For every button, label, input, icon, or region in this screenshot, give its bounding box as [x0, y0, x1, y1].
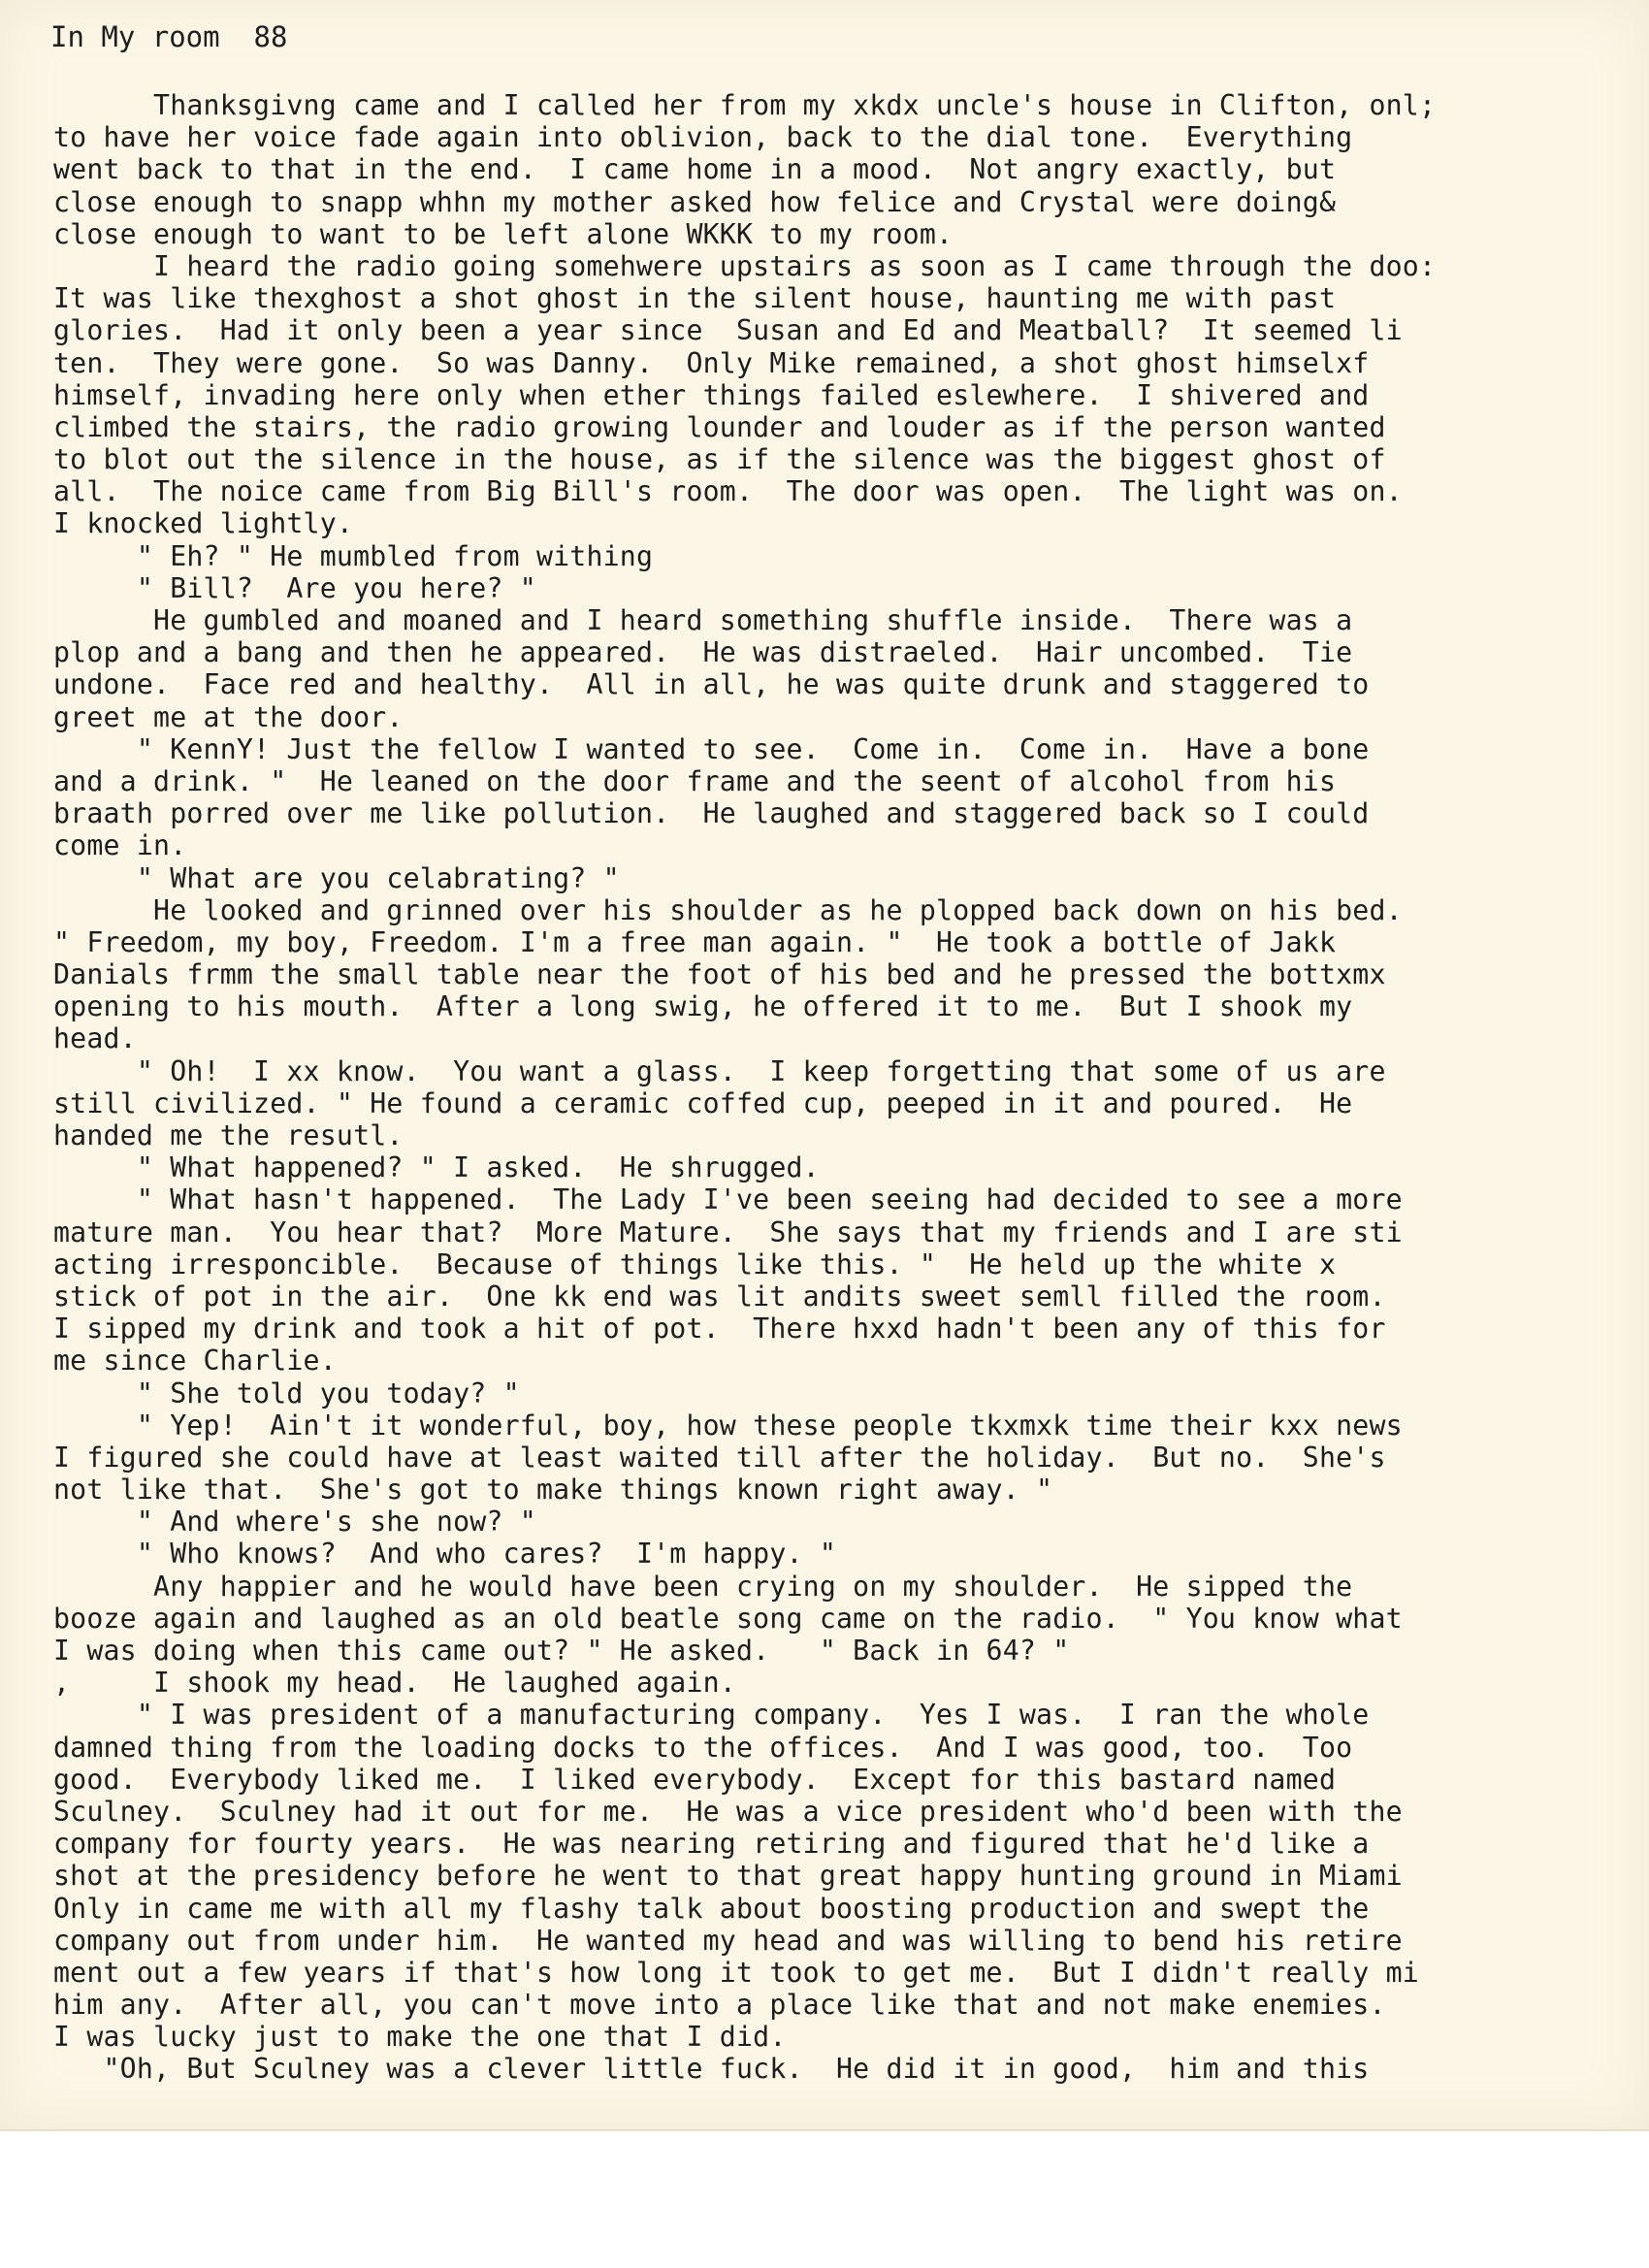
- text-line: , I shook my head. He laughed again.: [53, 1667, 736, 1700]
- text-line: It was like thexghost a shot ghost in the silent house, haunting me with past: [53, 282, 1337, 315]
- text-line: Danials frmm the small table near the foot of his bed and he pressed the bottxmx: [53, 958, 1386, 991]
- text-line: glories. Had it only been a year since Susan and Ed and Meatball? It seemed li: [53, 314, 1403, 347]
- text-line: " Freedom, my boy, Freedom. I'm a free man again. " He took a bottle of Jakk: [53, 925, 1337, 958]
- text-line: " What are you celabrating? ": [53, 861, 620, 894]
- text-line: himself, invading here only when ether things failed eslewhere. I shivered and: [53, 378, 1370, 411]
- text-line: close enough to want to be left alone WKKK to my room.: [53, 217, 954, 250]
- text-line: me since Charlie.: [53, 1345, 337, 1377]
- text-line: close enough to snapp whhn my mother asked how felice and Crystal were doing&: [53, 185, 1337, 218]
- text-line: He gumbled and moaned and I heard something shuffle inside. There was a: [53, 604, 1353, 636]
- text-line: " I was president of a manufacturing company. Yes I was. I ran the whole: [53, 1699, 1370, 1732]
- text-line: head.: [53, 1022, 137, 1055]
- text-line: " What happened? " I asked. He shrugged.: [53, 1151, 820, 1184]
- text-line: greet me at the door.: [53, 700, 404, 733]
- text-line: handed me the resutl.: [53, 1119, 404, 1151]
- text-line: went back to that in the end. I came home in a mood. Not angry exactly, but: [53, 153, 1337, 186]
- scan-margin: [0, 2131, 1649, 2268]
- text-line: Thanksgivng came and I called her from my xkdx uncle's house in Clifton, onl;: [53, 89, 1437, 121]
- text-line: He looked and grinned over his shoulder as he plopped back down on his bed.: [53, 893, 1403, 926]
- text-line: " Bill? Are you here? ": [53, 571, 536, 604]
- text-line: I was lucky just to make the one that I did.: [53, 2021, 787, 2054]
- text-line: " Oh! I xx know. You want a glass. I keep forgetting that some of us are: [53, 1054, 1386, 1087]
- text-line: damned thing from the loading docks to the offices. And I was good, too. Too: [53, 1731, 1353, 1764]
- text-line: company for fourty years. He was nearing retiring and figured that he'd like a: [53, 1828, 1370, 1861]
- text-line: still civilized. " He found a ceramic coffed cup, peeped in it and poured. He: [53, 1086, 1353, 1119]
- text-line: " Who knows? And who cares? I'm happy. ": [53, 1538, 837, 1571]
- text-line: stick of pot in the air. One kk end was lit andits sweet semll filled the room.: [53, 1280, 1386, 1312]
- text-line: come in.: [53, 829, 187, 862]
- text-line: " And where's she now? ": [53, 1506, 536, 1539]
- text-line: shot at the presidency before he went to that great happy hunting ground in Miami: [53, 1860, 1403, 1893]
- page-header: In My room 88: [50, 20, 288, 53]
- text-line: " Yep! Ain't it wonderful, boy, how these people tkxmxk time their kxx news: [53, 1409, 1403, 1442]
- text-line: climbed the stairs, the radio growing lounder and louder as if the person wanted: [53, 410, 1386, 443]
- text-line: I sipped my drink and took a hit of pot. There hxxd hadn't been any of this for: [53, 1312, 1386, 1345]
- text-line: "Oh, But Sculney was a clever little fuck. He did it in good, him and this: [53, 2053, 1370, 2086]
- text-line: " What hasn't happened. The Lady I've been seeing had decided to see a more: [53, 1183, 1403, 1216]
- text-line: undone. Face red and healthy. All in all, he was quite drunk and staggered to: [53, 668, 1370, 701]
- text-line: I heard the radio going somehwere upstairs as soon as I came through the doo:: [53, 249, 1437, 282]
- text-line: him any. After all, you can't move into a place like that and not make enemies.: [53, 1989, 1386, 2022]
- text-line: to have her voice fade again into oblivion, back to the dial tone. Everything: [53, 121, 1353, 154]
- text-line: " Eh? " He mumbled from withing: [53, 539, 654, 572]
- text-line: and a drink. " He leaned on the door frame and the seent of alcohol from his: [53, 764, 1337, 797]
- text-line: acting irresponcible. Because of things like this. " He held up the white x: [53, 1247, 1337, 1280]
- text-line: " KennY! Just the fellow I wanted to see. Come in. Come in. Have a bone: [53, 732, 1370, 765]
- text-line: company out from under him. He wanted my head and was willing to bend his retire: [53, 1924, 1403, 1957]
- text-line: all. The noice came from Big Bill's room. The door was open. The light was on.: [53, 475, 1403, 508]
- text-line: Only in came me with all my flashy talk about boosting production and swept the: [53, 1892, 1370, 1925]
- text-line: good. Everybody liked me. I liked everybody. Except for this bastard named: [53, 1763, 1337, 1796]
- text-line: braath porred over me like pollution. He laughed and staggered back so I could: [53, 797, 1370, 830]
- text-line: Any happier and he would have been crying on my shoulder. He sipped the: [53, 1570, 1353, 1603]
- typewritten-body: [53, 89, 1644, 2086]
- text-line: I figured she could have at least waited till after the holiday. But no. She's: [53, 1441, 1386, 1474]
- text-line: ten. They were gone. So was Danny. Only Mike remained, a shot ghost himselxf: [53, 346, 1370, 379]
- text-line: plop and a bang and then he appeared. He was distraeled. Hair uncombed. Tie: [53, 636, 1353, 669]
- text-line: mature man. You hear that? More Mature. She says that my friends and I are sti: [53, 1215, 1403, 1248]
- text-line: not like that. She's got to make things known right away. ": [53, 1474, 1053, 1507]
- text-line: Sculney. Sculney had it out for me. He was a vice president who'd been with the: [53, 1795, 1403, 1828]
- text-line: I knocked lightly.: [53, 507, 354, 540]
- text-line: I was doing when this came out? " He asked. " Back in 64? ": [53, 1635, 1070, 1667]
- text-line: " She told you today? ": [53, 1377, 520, 1409]
- text-line: booze again and laughed as an old beatle song came on the radio. " You know what: [53, 1602, 1403, 1635]
- text-line: to blot out the silence in the house, as if the silence was the biggest ghost of: [53, 443, 1386, 476]
- text-line: opening to his mouth. After a long swig, he offered it to me. But I shook my: [53, 990, 1353, 1023]
- text-line: ment out a few years if that's how long it took to get me. But I didn't really mi: [53, 1956, 1419, 1989]
